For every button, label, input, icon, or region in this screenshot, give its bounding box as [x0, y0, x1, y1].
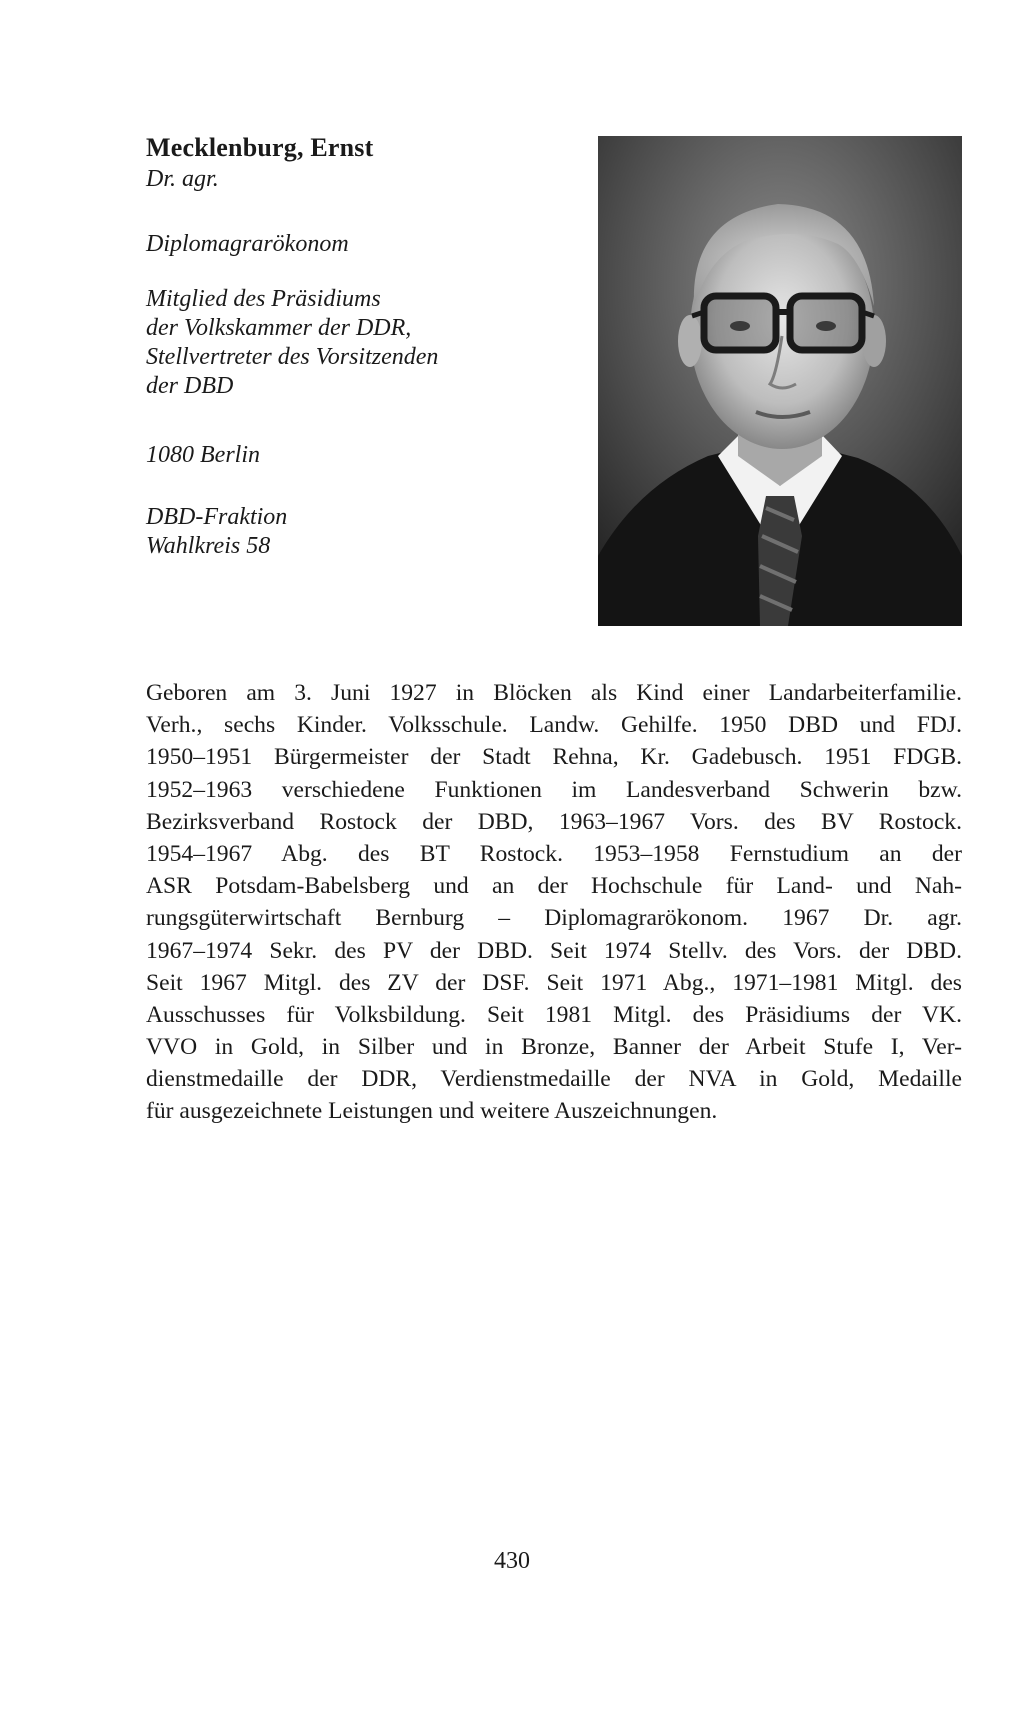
biography-line: 1954–1967 Abg. des BT Rostock. 1953–1958 Fernstudium an der — [146, 840, 962, 867]
function-line: der DBD — [146, 373, 234, 399]
biography-line: 1950–1951 Bürgermeister der Stadt Rehna, Kr. Gadebusch. 1951 FDGB. — [146, 744, 962, 771]
location-block — [146, 441, 260, 470]
biography-line: 1952–1963 verschiedene Funktionen im Landesverband Schwerin bzw. — [146, 776, 962, 803]
profession: Diplomagrarökonom — [146, 231, 349, 257]
biography-line: 1967–1974 Sekr. des PV der DBD. Seit 1974 Stellv. des Vors. der DBD. — [146, 937, 962, 964]
profession-block — [146, 230, 349, 259]
biography-line: Bezirksverband Rostock der DBD, 1963–1967 Vors. des BV Rostock. — [146, 808, 962, 835]
biography-line: Verh., sechs Kinder. Volksschule. Landw. Gehilfe. 1950 DBD und FDJ. — [146, 712, 962, 739]
biography-line: für ausgezeichnete Leistungen und weitere Auszeichnungen. — [146, 1098, 718, 1125]
person-header — [146, 132, 586, 194]
biography-line: dienstmedaille der DDR, Verdienstmedaille der NVA in Gold, Medaille — [146, 1066, 962, 1093]
function-line: der Volkskammer der DDR, — [146, 315, 412, 341]
person-name: Mecklenburg, Ernst — [146, 133, 374, 162]
academic-title: Dr. agr. — [146, 166, 219, 192]
faction-block — [146, 503, 287, 561]
biography-line: Ausschusses für Volksbildung. Seit 1981 Mitgl. des Präsidiums der VK. — [146, 1001, 962, 1028]
biography-line: ASR Potsdam-Babelsberg und an der Hochschule für Land- und Nah- — [146, 873, 962, 900]
portrait-photo — [598, 136, 962, 626]
function-line: Stellvertreter des Vorsitzenden — [146, 344, 439, 370]
functions-block — [146, 285, 438, 401]
biography-line: Geboren am 3. Juni 1927 in Blöcken als Kind einer Landarbeiterfamilie. — [146, 680, 962, 706]
page-number: 430 — [494, 1548, 530, 1574]
location: 1080 Berlin — [146, 442, 260, 468]
biography-line: VVO in Gold, in Silber und in Bronze, Banner der Arbeit Stufe I, Ver- — [146, 1034, 962, 1061]
biography-line: rungsgüterwirtschaft Bernburg – Diplomagrarökonom. 1967 Dr. agr. — [146, 905, 962, 932]
constituency: Wahlkreis 58 — [146, 533, 271, 559]
faction: DBD-Fraktion — [146, 504, 288, 530]
biography-line: Seit 1967 Mitgl. des ZV der DSF. Seit 1971 Abg., 1971–1981 Mitgl. des — [146, 969, 962, 996]
biography-text — [146, 677, 962, 1128]
function-line: Mitglied des Präsidiums — [146, 286, 381, 312]
